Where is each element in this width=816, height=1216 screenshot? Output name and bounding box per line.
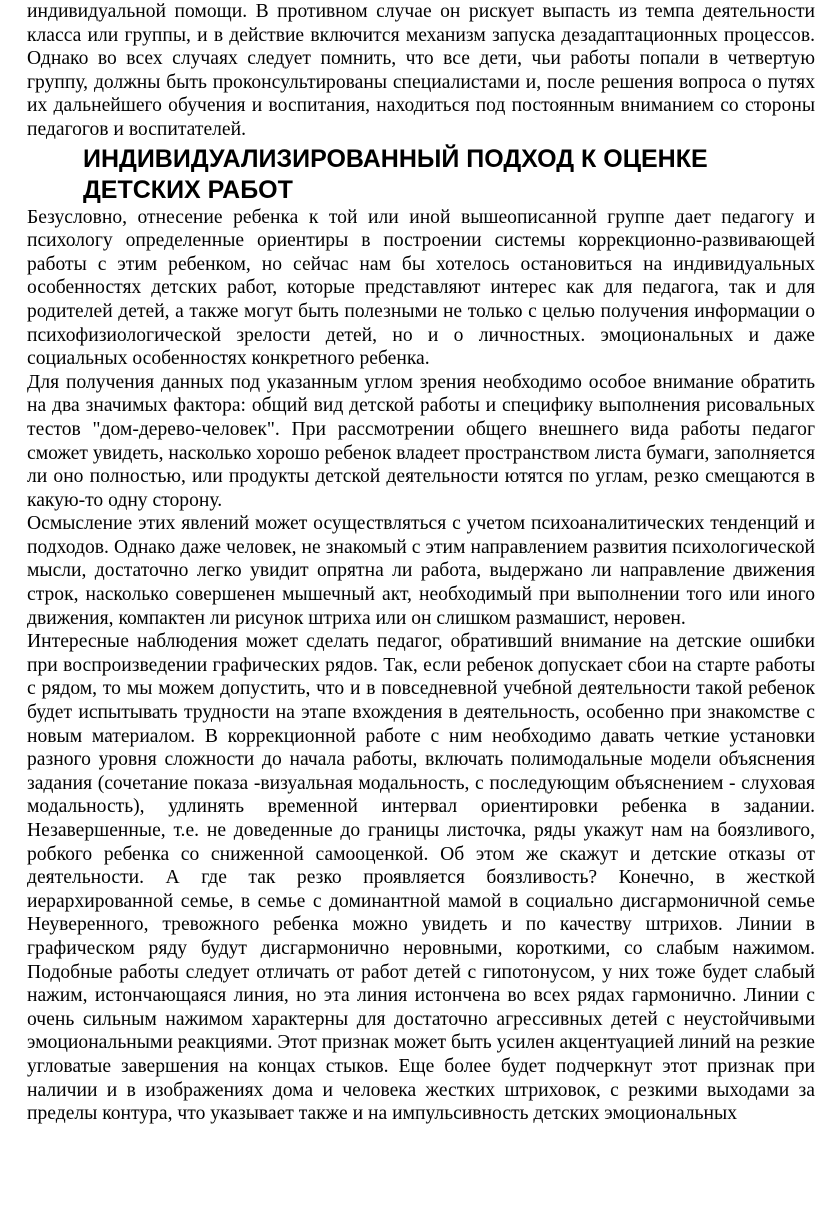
paragraph-4: Интересные наблюдения может сделать педагог, обративший внимание на детские ошибки при воспроизведении графических рядов. Так, если ребенок допускает сбои на старте работы с рядом, то мы можем допустить, что и в повседневной учебной деятельности такой ребенок будет испытывать трудности на этапе вхождения в деятельность, особенно при знакомстве с новым материалом. В коррекционной работе с ним необходимо давать четкие установки разного уровня сложности до начала работы, включать полимодальные модели объяснения задания (сочетание показа -визуальная модальность, с последующим объяснением - слуховая модальность), удлинять временной интервал ориентировки ребенка в задании. Незавершенные, т.е. не доведенные до границы листочка, ряды укажут нам на боязливого, робкого ребенка со сниженной самооценкой. Об этом же скажут и детские отказы от деятельности. А где так резко проявляется боязливость? Конечно, в жесткой иерархированной семье, в семье с доминантной мамой в социально дисгармоничной семье Неуверенного, тревожного ребенка можно увидеть и по качеству штрихов. Линии в графическом ряду будут дисгармонично неровными, короткими, со слабым нажимом. Подобные работы следует отличать от работ детей с гипотонусом, у них тоже будет слабый нажим, истончающаяся линия, но эта линия истончена во всех рядах гармонично. Линии с очень сильным нажимом характерны для достаточно агрессивных детей с неустойчивыми эмоциональными реакциями. Этот признак может быть усилен акцентуацией линий на резкие угловатые завершения на концах стыков. Еще более будет подчеркнут этот признак при наличии и в изображениях дома и человека жестких штриховок, с резкими выходами за пределы контура, что указывает также и на импульсивность детских эмоциональных [27, 631, 815, 1125]
paragraph-2: Для получения данных под указанным углом зрения необходимо особое внимание обратить на два значимых фактора: общий вид детской работы и специфику выполнения рисовальных тестов "дом-дерево-человек". При рассмотрении общего внешнего вида работы педагог сможет увидеть, насколько хорошо ребенок владеет пространством листа бумаги, заполняется ли оно полностью, или продукты детской деятельности ютятся по углам, резко смещаются в какую-то одну сторону. [27, 371, 815, 511]
paragraph-3: Осмысление этих явлений может осуществляться с учетом психоаналитических тенденций и подходов. Однако даже человек, не знакомый с этим направлением развития психологической мысли, достаточно легко увидит опрятна ли работа, выдержано ли направление движения строк, насколько совершенен мышечный акт, необходимый при выполнении того или иного движения, компактен ли рисунок штриха или он слишком размашист, неровен. [27, 513, 815, 629]
document-page [27, 0, 815, 1126]
paragraph-1: Безусловно, отнесение ребенка к той или иной вышеописанной группе дает педагогу и психологу определенные ориентиры в построении системы коррекционно-развивающей работы с этим ребенком, но сейчас нам бы хотелось остановиться на индивидуальных особенностях детских работ, которые представляют интерес как для педагога, так и для родителей детей, а также могут быть полезными не только с целью получения информации о психофизиологической зрелости детей, но и о личностных. эмоциональных и даже социальных особенностях конкретного ребенка. [27, 206, 815, 370]
section-heading: ИНДИВИДУАЛИЗИРОВАННЫЙ ПОДХОД К ОЦЕНКЕ ДЕТСКИХ РАБОТ [83, 144, 708, 204]
intro-paragraph: индивидуальной помощи. В противном случае он рискует выпасть из темпа деятельности класса или группы, и в действие включится механизм запуска дезадаптационных процессов. Однако во всех случаях следует помнить, что все дети, чьи работы попали в четвертую группу, должны быть проконсультированы специалистами и, после решения вопроса о путях их дальнейшего обучения и воспитания, находиться под постоянным вниманием со стороны педагогов и воспитателей. [27, 1, 815, 140]
